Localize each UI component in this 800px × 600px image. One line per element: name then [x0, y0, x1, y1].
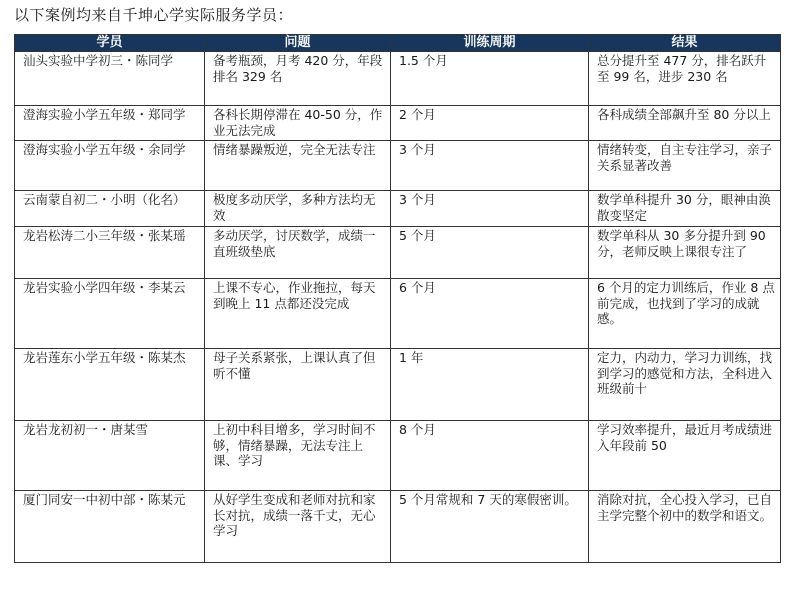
cell-student: 云南蒙自初二・小明（化名）: [15, 191, 205, 227]
cell-problem: 上初中科目增多，学习时间不够，情绪暴躁，无法专注上课、学习: [205, 421, 391, 491]
cell-student: 龙岩莲东小学五年级・陈某杰: [15, 349, 205, 421]
cell-period: 6 个月: [391, 279, 589, 349]
header-student: 学员: [15, 35, 205, 52]
cell-student: 龙岩松涛二小三年级・张某瑶: [15, 227, 205, 279]
table-row: [15, 227, 781, 279]
cell-period: 8 个月: [391, 421, 589, 491]
cell-period: 5 个月常规和 7 天的寒假密训。: [391, 491, 589, 563]
header-result: 结果: [589, 35, 781, 52]
cell-result: 定力，内动力，学习力训练，找到学习的感觉和方法，全科进入班级前十: [589, 349, 781, 421]
cell-result: 数学单科提升 30 分，眼神由涣散变坚定: [589, 191, 781, 227]
cell-student: 龙岩实验小学四年级・李某云: [15, 279, 205, 349]
cell-period: 1 年: [391, 349, 589, 421]
table-header-row: [15, 35, 781, 52]
table-row: [15, 191, 781, 227]
cell-problem: 情绪暴躁叛逆，完全无法专注: [205, 141, 391, 191]
cell-problem: 各科长期停滞在 40-50 分，作业无法完成: [205, 106, 391, 141]
header-period: 训练周期: [391, 35, 589, 52]
table-row: [15, 52, 781, 106]
cell-result: 数学单科从 30 多分提升到 90 分，老师反映上课很专注了: [589, 227, 781, 279]
cell-period: 5 个月: [391, 227, 589, 279]
cell-problem: 备考瓶颈，月考 420 分，年段排名 329 名: [205, 52, 391, 106]
cell-period: 3 个月: [391, 191, 589, 227]
table-row: [15, 141, 781, 191]
cell-result: 学习效率提升，最近月考成绩进入年段前 50: [589, 421, 781, 491]
cell-period: 1.5 个月: [391, 52, 589, 106]
cell-student: 澄海实验小学五年级・郑同学: [15, 106, 205, 141]
table-row: [15, 421, 781, 491]
header-problem: 问题: [205, 35, 391, 52]
cell-period: 2 个月: [391, 106, 589, 141]
cell-result: 总分提升至 477 分，排名跃升至 99 名，进步 230 名: [589, 52, 781, 106]
table-row: [15, 279, 781, 349]
cell-problem: 多动厌学，讨厌数学，成绩一直班级垫底: [205, 227, 391, 279]
cell-period: 3 个月: [391, 141, 589, 191]
cell-result: 各科成绩全部飙升至 80 分以上: [589, 106, 781, 141]
cell-student: 龙岩龙初初一・唐某雪: [15, 421, 205, 491]
table-row: [15, 349, 781, 421]
cell-student: 汕头实验中学初三・陈同学: [15, 52, 205, 106]
cell-student: 澄海实验小学五年级・余同学: [15, 141, 205, 191]
cell-result: 6 个月的定力训练后，作业 8 点前完成，也找到了学习的成就感。: [589, 279, 781, 349]
cell-result: 消除对抗，全心投入学习，已自主学完整个初中的数学和语文。: [589, 491, 781, 563]
cell-student: 厦门同安一中初中部・陈某元: [15, 491, 205, 563]
cell-result: 情绪转变，自主专注学习，亲子关系显著改善: [589, 141, 781, 191]
table-row: [15, 491, 781, 563]
cell-problem: 上课不专心，作业拖拉，每天到晚上 11 点都还没完成: [205, 279, 391, 349]
table-row: [15, 106, 781, 141]
cell-problem: 极度多动厌学，多种方法均无效: [205, 191, 391, 227]
cell-problem: 母子关系紧张，上课认真了但听不懂: [205, 349, 391, 421]
cell-problem: 从好学生变成和老师对抗和家长对抗，成绩一落千丈，无心学习: [205, 491, 391, 563]
case-table: [14, 34, 781, 563]
intro-heading: 以下案例均来自千坤心学实际服务学员：: [14, 6, 294, 24]
